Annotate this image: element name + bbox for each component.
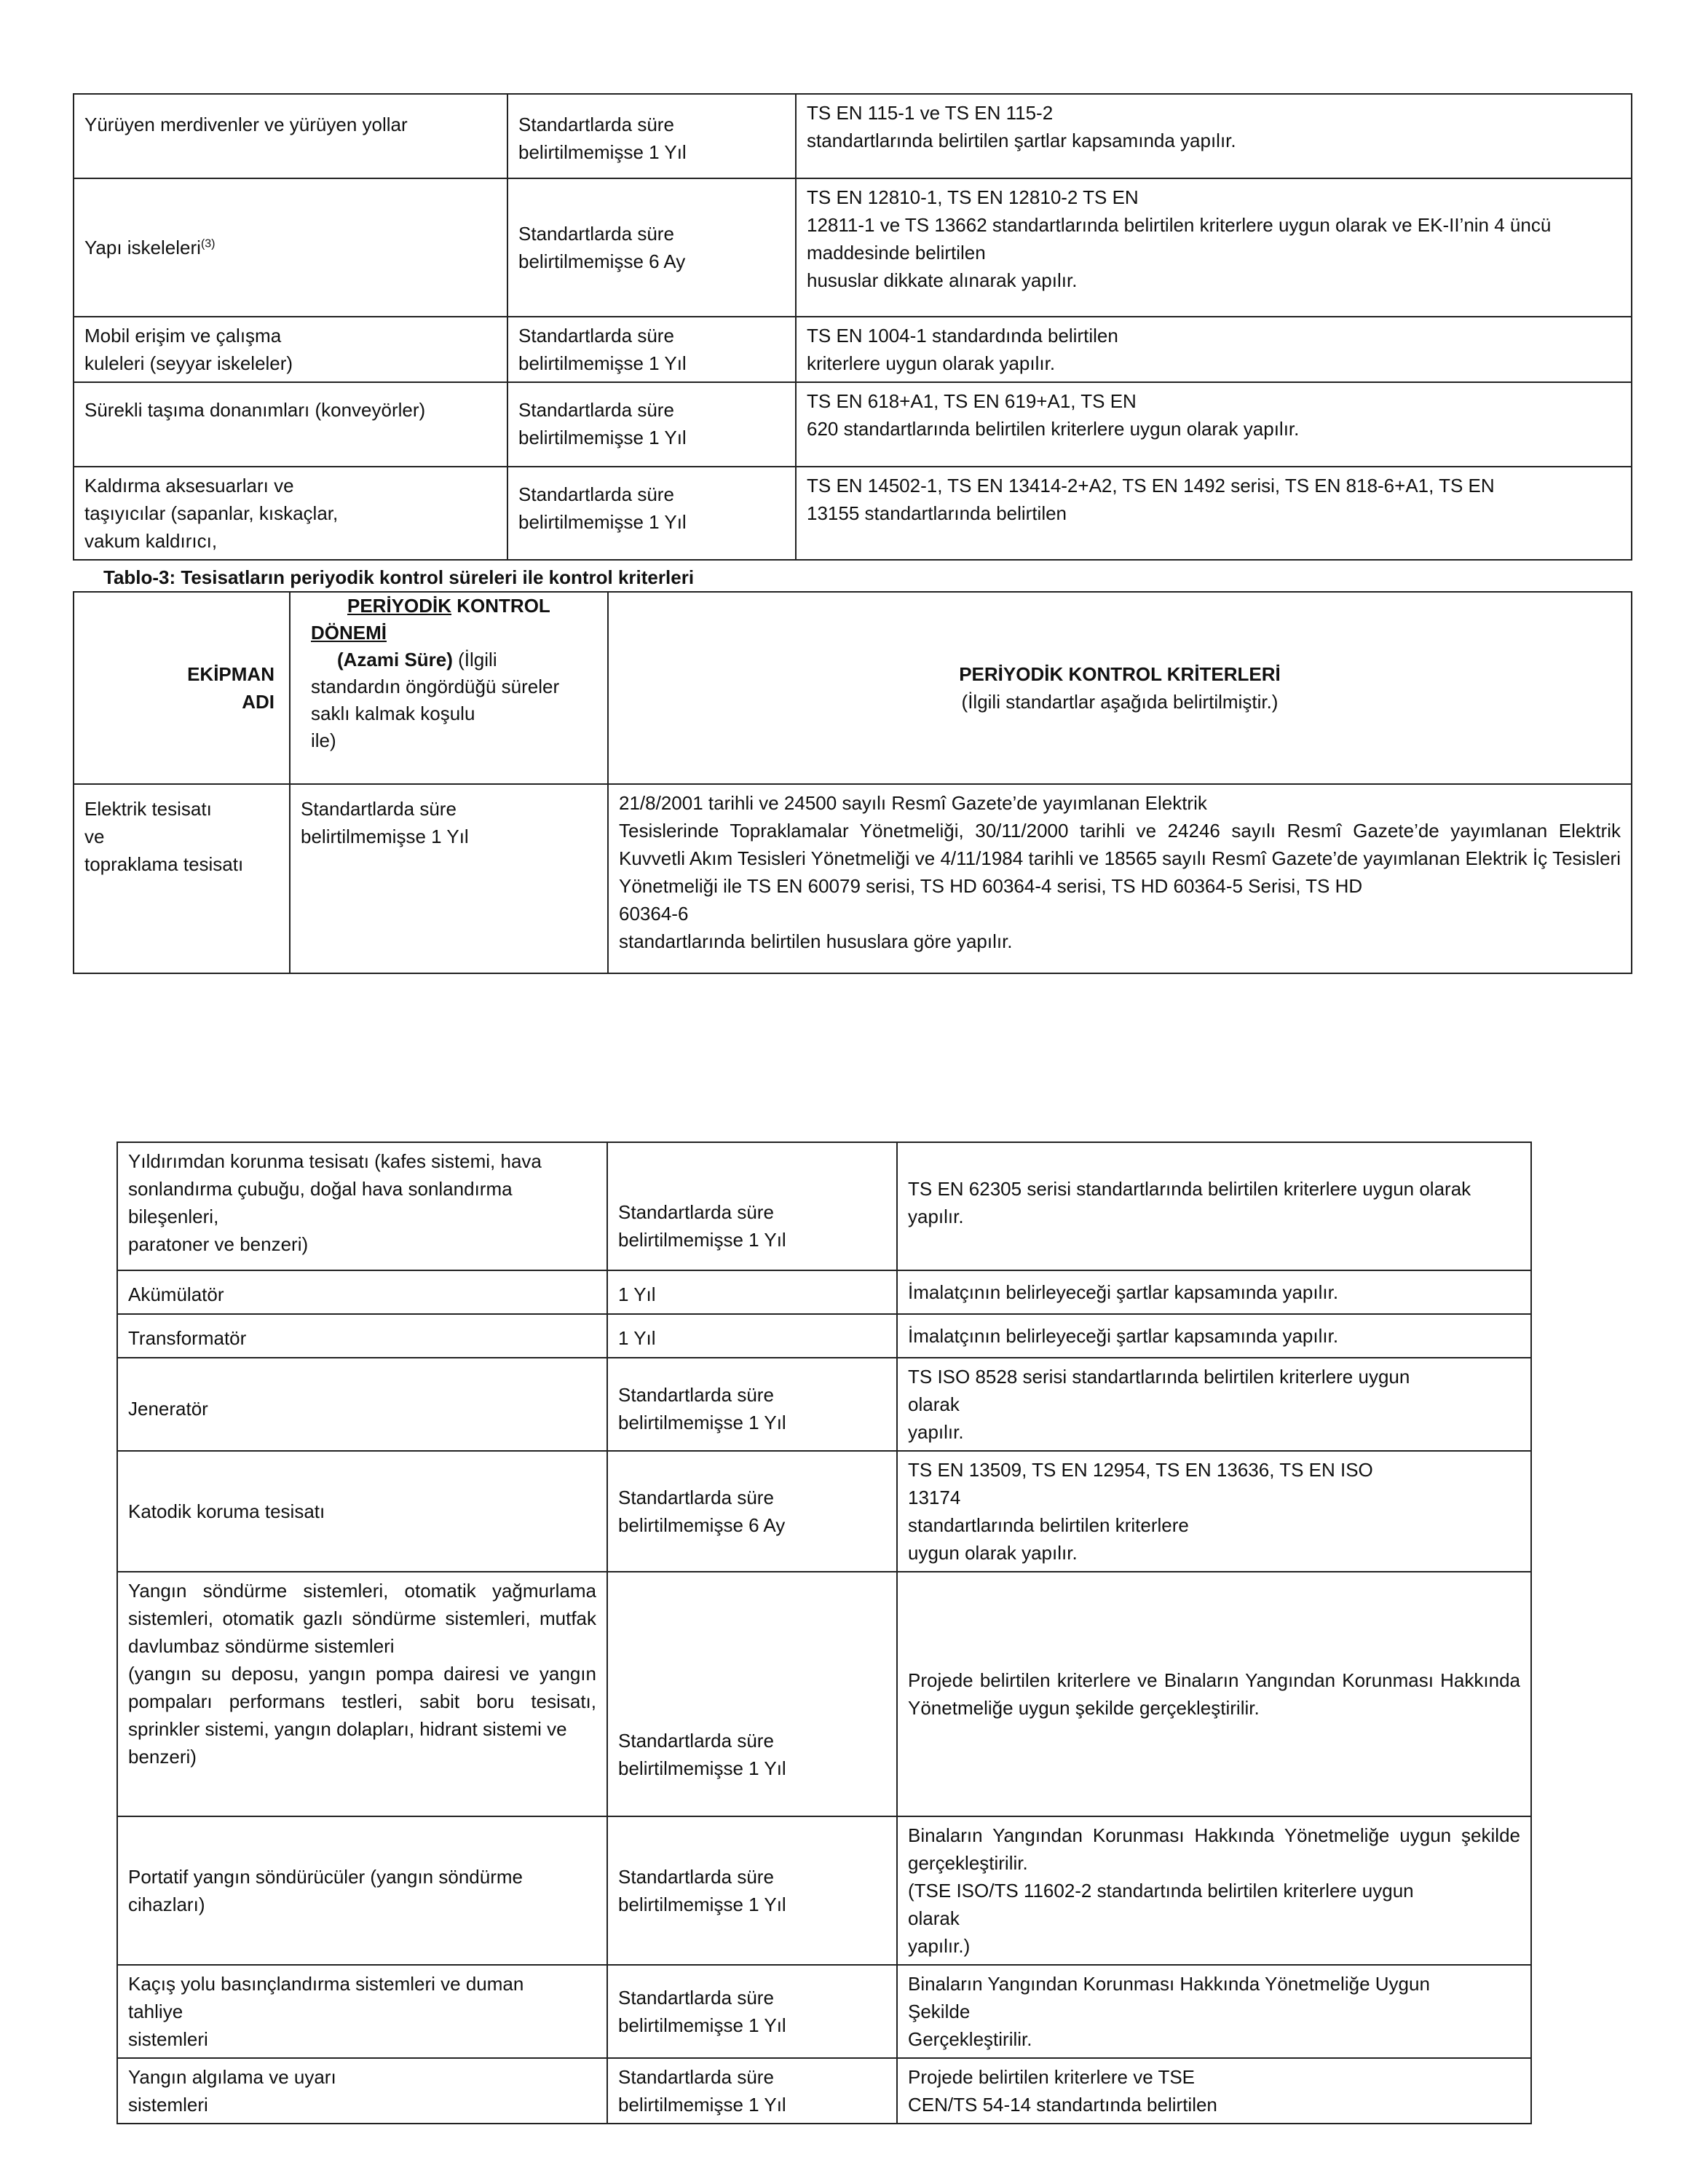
table-row xyxy=(117,2058,1531,2124)
installations-table xyxy=(73,591,1632,974)
period-cell: Standartlarda süre belirtilmemişse 1 Yıl xyxy=(290,784,608,973)
table-header-row xyxy=(74,592,1632,784)
criteria-cell: TS EN 14502-1, TS EN 13414-2+A2, TS EN 1492 serisi, TS EN 818-6+A1, TS EN 13155 standartlarında belirtilen xyxy=(796,467,1632,560)
period-cell: Standartlarda süre belirtilmemişse 1 Yıl xyxy=(507,467,796,560)
equipment-name-cell: Sürekli taşıma donanımları (konveyörler) xyxy=(74,382,507,467)
header-period-term: DÖNEMİ xyxy=(311,622,387,644)
equipment-name-cell: Yürüyen merdivenler ve yürüyen yollar xyxy=(74,94,507,178)
criteria-cell: TS EN 12810-1, TS EN 12810-2 TS EN 12811-1 ve TS 13662 standartlarında belirtilen kriterlere uygun olarak ve EK-II’nin 4 üncü maddesinde belirtilen hususlar dikkate alınarak yapılır. xyxy=(796,178,1632,317)
period-cell: Standartlarda süre belirtilmemişse 6 Ay xyxy=(607,1451,897,1572)
criteria-cell: İmalatçının belirleyeceği şartlar kapsamında yapılır. xyxy=(897,1270,1531,1314)
period-cell: 1 Yıl xyxy=(607,1314,897,1358)
period-cell: Standartlarda süre belirtilmemişse 1 Yıl xyxy=(607,1142,897,1270)
equipment-name-cell: Katodik koruma tesisatı xyxy=(117,1451,607,1572)
period-cell: Standartlarda süre belirtilmemişse 1 Yıl xyxy=(607,1965,897,2058)
equipment-name-cell: Yangın algılama ve uyarı sistemleri xyxy=(117,2058,607,2124)
table-row xyxy=(117,1314,1531,1358)
period-cell: Standartlarda süre belirtilmemişse 1 Yıl xyxy=(507,317,796,382)
period-cell: Standartlarda süre belirtilmemişse 1 Yıl xyxy=(607,1816,897,1965)
header-criteria xyxy=(608,592,1632,784)
table-row xyxy=(117,1572,1531,1816)
period-cell: Standartlarda süre belirtilmemişse 1 Yıl xyxy=(607,1358,897,1451)
equipment-table-continued xyxy=(73,93,1632,561)
criteria-cell: TS EN 62305 serisi standartlarında belirtilen kriterlere uygun olarak yapılır. xyxy=(897,1142,1531,1270)
table-row xyxy=(117,1816,1531,1965)
equipment-name-cell: Kaçış yolu basınçlandırma sistemleri ve duman tahliye sistemleri xyxy=(117,1965,607,2058)
header-period xyxy=(290,592,608,784)
table-row xyxy=(74,94,1632,178)
header-equipment-name: EKİPMAN ADI xyxy=(74,592,290,784)
equipment-name-cell: Yangın söndürme sistemleri, otomatik yağmurlama sistemleri, otomatik gazlı söndürme sistemleri, mutfak davlumbaz söndürme sistemleri (yangın su deposu, yangın pompa dairesi ve yangın pompaları performans testleri, sabit boru tesisatı, sprinkler sistemi, yangın dolapları, hidrant sistemi ve benzeri) xyxy=(117,1572,607,1816)
table-row xyxy=(117,1142,1531,1270)
equipment-name-cell: Jeneratör xyxy=(117,1358,607,1451)
period-cell: Standartlarda süre belirtilmemişse 1 Yıl xyxy=(507,382,796,467)
period-cell: Standartlarda süre belirtilmemişse 6 Ay xyxy=(507,178,796,317)
criteria-cell: TS ISO 8528 serisi standartlarında belirtilen kriterlere uygun olarak yapılır. xyxy=(897,1358,1531,1451)
installations-table-continued xyxy=(116,1142,1532,2124)
criteria-cell: TS EN 115-1 ve TS EN 115-2 standartlarında belirtilen şartlar kapsamında yapılır. xyxy=(796,94,1632,178)
equipment-name-cell xyxy=(74,178,507,317)
footnote-marker: (3) xyxy=(200,237,216,250)
equipment-name-text: Yapı iskeleleri xyxy=(84,237,201,258)
equipment-name-cell: Portatif yangın söndürücüler (yangın söndürme cihazları) xyxy=(117,1816,607,1965)
criteria-cell: Binaların Yangından Korunması Hakkında Yönetmeliğe uygun şekilde gerçekleştirilir. (TSE ISO/TS 11602-2 standartında belirtilen kriterlere uygun olarak yapılır.) xyxy=(897,1816,1531,1965)
table-row xyxy=(117,1451,1531,1572)
criteria-cell: Projede belirtilen kriterlere ve Binaların Yangından Korunması Hakkında Yönetmeliğe uygun şekilde gerçekleştirilir. xyxy=(897,1572,1531,1816)
table-row xyxy=(117,1270,1531,1314)
table-caption: Tablo-3: Tesisatların periyodik kontrol süreleri ile kontrol kriterleri xyxy=(103,566,695,588)
criteria-cell: İmalatçının belirleyeceği şartlar kapsamında yapılır. xyxy=(897,1314,1531,1358)
criteria-cell: TS EN 13509, TS EN 12954, TS EN 13636, TS EN ISO 13174 standartlarında belirtilen kriterlere uygun olarak yapılır. xyxy=(897,1451,1531,1572)
period-cell: Standartlarda süre belirtilmemişse 1 Yıl xyxy=(607,2058,897,2124)
equipment-name-cell: Akümülatör xyxy=(117,1270,607,1314)
header-control-word: KONTROL xyxy=(451,595,550,617)
table-row xyxy=(74,784,1632,973)
period-cell: Standartlarda süre belirtilmemişse 1 Yıl xyxy=(607,1572,897,1816)
table-row xyxy=(74,178,1632,317)
header-criteria-subtitle: (İlgili standartlar aşağıda belirtilmiştir.) xyxy=(961,691,1279,713)
header-period-note: (İlgili standardın öngördüğü süreler saklı kalmak koşulu ile) xyxy=(311,649,560,751)
criteria-cell: TS EN 618+A1, TS EN 619+A1, TS EN 620 standartlarında belirtilen kriterlere uygun olarak yapılır. xyxy=(796,382,1632,467)
equipment-name-cell: Mobil erişim ve çalışma kuleleri (seyyar iskeleler) xyxy=(74,317,507,382)
period-cell: Standartlarda süre belirtilmemişse 1 Yıl xyxy=(507,94,796,178)
header-period-word: PERİYODİK xyxy=(347,595,452,617)
equipment-name-cell: Yıldırımdan korunma tesisatı (kafes sistemi, hava sonlandırma çubuğu, doğal hava sonlandırma bileşenleri, paratoner ve benzeri) xyxy=(117,1142,607,1270)
criteria-cell: 21/8/2001 tarihli ve 24500 sayılı Resmî Gazete’de yayımlanan Elektrik Tesislerinde Topraklamalar Yönetmeliği, 30/11/2000 tarihli ve 24246 sayılı Resmî Gazete’de yayımlanan Elektrik Kuvvetli Akım Tesisleri Yönetmeliği ve 4/11/1984 tarihli ve 18565 sayılı Resmî Gazete’de yayımlanan Elektrik İç Tesisleri Yönetmeliği ile TS EN 60079 serisi, TS HD 60364-4 serisi, TS HD 60364-5 Serisi, TS HD 60364-6 standartlarında belirtilen hususlara göre yapılır. xyxy=(608,784,1632,973)
header-criteria-title: PERİYODİK KONTROL KRİTERLERİ xyxy=(959,663,1281,685)
period-cell: 1 Yıl xyxy=(607,1270,897,1314)
equipment-name-cell: Kaldırma aksesuarları ve taşıyıcılar (sapanlar, kıskaçlar, vakum kaldırıcı, xyxy=(74,467,507,560)
criteria-cell: Projede belirtilen kriterlere ve TSE CEN/TS 54-14 standartında belirtilen xyxy=(897,2058,1531,2124)
equipment-name-cell: Elektrik tesisatı ve topraklama tesisatı xyxy=(74,784,290,973)
table-row xyxy=(74,317,1632,382)
table-row xyxy=(117,1965,1531,2058)
header-max-duration: (Azami Süre) xyxy=(337,649,453,670)
criteria-cell: Binaların Yangından Korunması Hakkında Yönetmeliğe Uygun Şekilde Gerçekleştirilir. xyxy=(897,1965,1531,2058)
criteria-cell: TS EN 1004-1 standardında belirtilen kriterlere uygun olarak yapılır. xyxy=(796,317,1632,382)
table-row xyxy=(74,467,1632,560)
table-row xyxy=(117,1358,1531,1451)
table-row xyxy=(74,382,1632,467)
equipment-name-cell: Transformatör xyxy=(117,1314,607,1358)
